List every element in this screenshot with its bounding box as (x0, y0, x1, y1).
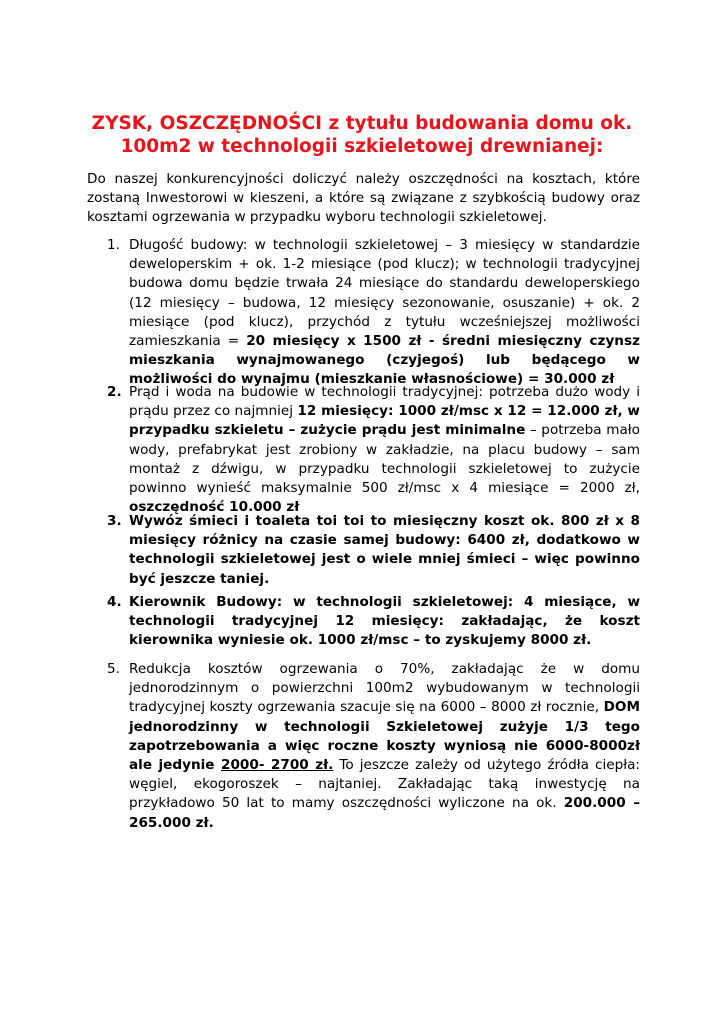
list-item-text (129, 593, 640, 651)
list-item-number: 1. (107, 237, 120, 253)
list-item-number: 2. (107, 384, 122, 400)
item-text-normal: – potrzeba mało wody, prefabrykat jest zrobiony w zakładzie, na placu budowy – sam montaż z dźwigu, w przypadku technologii szkieletowej to zużycie powinno wynieść maksymalnie 500 zł/msc x 4 miesiące = 2000 zł, (129, 422, 640, 497)
item-text-bold-underlined: 2000- 2700 zł. (220, 757, 334, 774)
item-text-bold: oszczędność 10.000 zł (129, 499, 300, 516)
item-text-normal: Długość budowy: w technologii szkieletowej – 3 miesięcy w standardzie deweloperskim + ok. 1-2 miesiące (pod klucz); w technologii tradycyjnej budowa domu będzie trwała 24 miesiące do standardu deweloperskiego (12 miesięcy – budowa, 12 miesięcy sezonowanie, osuszanie) + ok. 2 miesiące (pod klucz), przychód z tytułu wcześniejszej możliwości zamieszkania = (129, 237, 640, 350)
list-item-text (129, 236, 640, 390)
item-text-bold: 200.000 – 265.000 zł. (129, 795, 641, 831)
list-item-number: 3. (107, 513, 122, 529)
list-item-number: 5. (107, 661, 120, 677)
list-item-number: 4. (107, 594, 122, 610)
item-text-normal: Redukcja kosztów ogrzewania o 70%, zakładając że w domu jednorodzinnym o powierzchni 100m2 wybudowanym w technologii tradycyjnej koszty ogrzewania szacuje się na 6000 – 8000 zł rocznie, (129, 661, 640, 716)
list-item-text (129, 512, 640, 589)
item-text-bold: Kierownik Budowy: w technologii szkieletowej: 4 miesiące, w technologii tradycyjnej 12 miesięcy: zakładając, że koszt kierownika wyniesie ok. 1000 zł/msc – to zyskujemy 8000 zł. (129, 594, 640, 649)
item-text-bold: Wywóz śmieci i toaleta toi toi to miesięczny koszt ok. 800 zł x 8 miesięcy różnicy na czasie samej budowy: 6400 zł, dodatkowo w technologii szkieletowej jest o wiele mniej śmieci – więc powinno być jeszcze taniej. (129, 513, 640, 587)
item-text-bold: 20 miesięcy x 1500 zł - średni miesięczny czynsz mieszkania wynajmowanego (czyjegoś) lub będącego w możliwości do wynajmu (mieszkanie własnościowe) = 30.000 zł (129, 333, 640, 388)
item-text-normal: Prąd i woda na budowie w technologii tradycyjnej: potrzeba dużo wody i prądu przez co najmniej (129, 384, 640, 420)
intro-paragraph: Do naszej konkurencyjności doliczyć należy oszczędności na kosztach, które zostaną Inwestorowi w kieszeni, a które są związane z szybkością budowy oraz kosztami ogrzewania w przypadku wyboru technologii szkieletowej. (87, 171, 640, 226)
list-item-text (129, 383, 640, 517)
document-title: ZYSK, OSZCZĘDNOŚCI z tytułu budowania domu ok. 100m2 w technologii szkieletowej drewnianej: (91, 113, 633, 157)
item-text-normal: To jeszcze zależy od użytego źródła ciepła: węgiel, ekogoroszek – najtaniej. Zakładając taką inwestycję na przykładowo 50 lat to mamy oszczędności wyliczone na ok. (129, 757, 640, 812)
item-text-bold: 12 miesięcy: 1000 zł/msc x 12 = 12.000 zł, w przypadku szkieletu – zużycie prądu jest minimalne (129, 403, 640, 439)
list-item-text (129, 660, 640, 833)
item-text-bold: DOM jednorodzinny w technologii Szkieletowej zużyje 1/3 tego zapotrzebowania a więc roczne koszty wyniosą nie 6000-8000zł ale jedynie (129, 699, 640, 774)
